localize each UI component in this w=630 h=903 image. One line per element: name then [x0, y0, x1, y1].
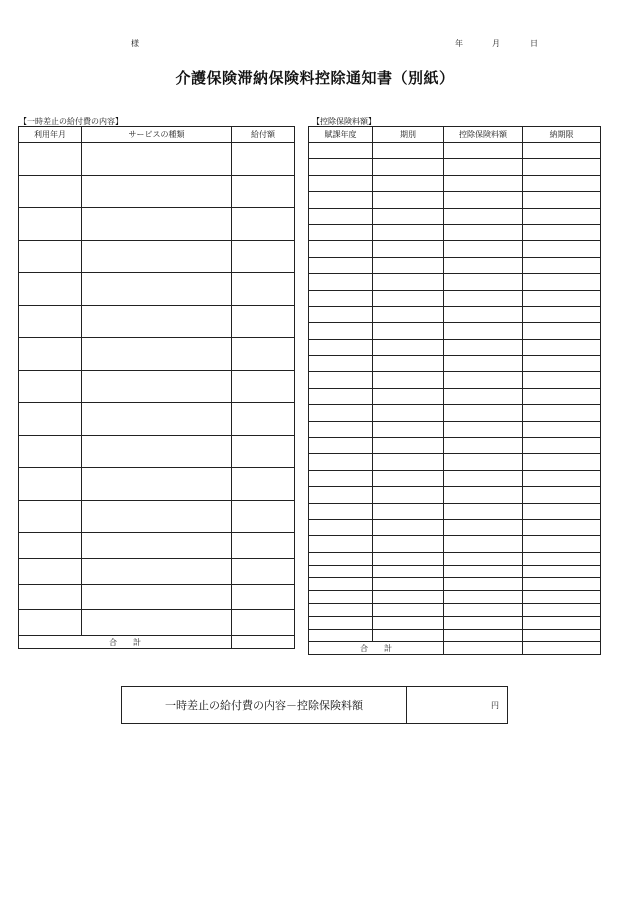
table-cell	[309, 438, 373, 454]
table-row	[309, 552, 601, 565]
table-cell	[373, 519, 444, 535]
benefit-table	[18, 126, 295, 649]
table-cell	[523, 339, 601, 355]
table-cell	[19, 501, 82, 533]
table-row	[309, 241, 601, 257]
table-cell	[373, 388, 444, 404]
table-cell	[444, 208, 523, 224]
table-cell	[523, 536, 601, 552]
table-cell	[373, 503, 444, 519]
column-header-service-type: サービスの種類	[82, 127, 232, 143]
table-row	[309, 470, 601, 486]
table-cell	[523, 603, 601, 616]
table-cell	[444, 356, 523, 372]
table-cell	[444, 438, 523, 454]
table-row	[309, 208, 601, 224]
table-cell	[373, 323, 444, 339]
table-row	[309, 143, 601, 159]
table-cell	[444, 421, 523, 437]
table-cell	[373, 274, 444, 290]
table-cell	[82, 436, 232, 468]
table-cell	[373, 372, 444, 388]
table-cell	[523, 372, 601, 388]
table-cell	[444, 552, 523, 565]
table-cell	[444, 159, 523, 175]
column-header-benefit-amount: 給付額	[232, 127, 295, 143]
summary-unit: 円	[491, 701, 499, 710]
table-cell	[19, 468, 82, 501]
table-row	[309, 487, 601, 503]
table-cell	[373, 616, 444, 629]
right-total-premium	[444, 642, 523, 655]
table-cell	[523, 470, 601, 486]
table-row	[309, 616, 601, 629]
table-cell	[444, 306, 523, 322]
table-row	[309, 257, 601, 273]
addressee-suffix: 様	[131, 39, 139, 48]
table-row	[309, 603, 601, 616]
table-cell	[19, 585, 82, 610]
table-cell	[232, 306, 295, 338]
table-cell	[373, 536, 444, 552]
table-cell	[373, 405, 444, 421]
table-cell	[232, 403, 295, 436]
table-cell	[373, 565, 444, 578]
table-cell	[444, 290, 523, 306]
table-cell	[19, 176, 82, 208]
table-cell	[309, 578, 373, 591]
table-row	[309, 438, 601, 454]
left-table-caption: 【一時差止の給付費の内容】	[19, 117, 123, 126]
table-cell	[82, 371, 232, 403]
table-row	[309, 578, 601, 591]
table-cell	[309, 470, 373, 486]
table-row	[19, 208, 295, 241]
table-row	[309, 192, 601, 208]
table-cell	[444, 224, 523, 240]
table-cell	[82, 468, 232, 501]
table-row	[309, 159, 601, 175]
table-cell	[82, 143, 232, 176]
table-cell	[82, 176, 232, 208]
table-cell	[373, 629, 444, 642]
table-cell	[309, 487, 373, 503]
table-cell	[232, 585, 295, 610]
table-cell	[309, 339, 373, 355]
table-cell	[373, 208, 444, 224]
table-cell	[523, 323, 601, 339]
table-row	[309, 405, 601, 421]
table-cell	[309, 192, 373, 208]
table-cell	[309, 143, 373, 159]
table-row	[19, 559, 295, 585]
table-cell	[444, 591, 523, 604]
table-cell	[444, 388, 523, 404]
table-row	[19, 610, 295, 636]
table-cell	[523, 192, 601, 208]
table-cell	[309, 405, 373, 421]
table-row	[309, 519, 601, 535]
table-row	[19, 371, 295, 403]
table-cell	[309, 372, 373, 388]
table-cell	[444, 241, 523, 257]
date-year-label: 年	[455, 39, 463, 48]
table-cell	[444, 565, 523, 578]
table-cell	[373, 421, 444, 437]
table-cell	[523, 591, 601, 604]
column-header-usage-month: 利用年月	[19, 127, 82, 143]
page-title: 介護保険滞納保険料控除通知書（別紙）	[175, 69, 455, 87]
table-row	[19, 273, 295, 306]
table-cell	[523, 519, 601, 535]
table-cell	[232, 208, 295, 241]
table-cell	[309, 159, 373, 175]
table-cell	[523, 224, 601, 240]
table-cell	[444, 603, 523, 616]
table-cell	[523, 290, 601, 306]
table-cell	[373, 290, 444, 306]
table-row	[19, 241, 295, 273]
table-cell	[523, 454, 601, 470]
table-cell	[523, 503, 601, 519]
table-cell	[373, 143, 444, 159]
table-cell	[373, 454, 444, 470]
table-cell	[309, 616, 373, 629]
column-header-period: 期別	[373, 127, 444, 143]
table-cell	[309, 290, 373, 306]
table-row	[19, 403, 295, 436]
table-cell	[309, 552, 373, 565]
table-row	[309, 421, 601, 437]
table-cell	[19, 306, 82, 338]
table-cell	[82, 273, 232, 306]
deduction-table	[308, 126, 601, 655]
table-cell	[373, 552, 444, 565]
column-header-deducted-premium: 控除保険料額	[444, 127, 523, 143]
table-cell	[19, 338, 82, 371]
table-row	[309, 591, 601, 604]
right-table-caption: 【控除保険料額】	[312, 117, 376, 126]
table-cell	[19, 208, 82, 241]
table-cell	[309, 421, 373, 437]
table-row	[309, 323, 601, 339]
table-cell	[373, 578, 444, 591]
table-cell	[373, 339, 444, 355]
table-cell	[309, 503, 373, 519]
table-row	[309, 175, 601, 191]
table-cell	[232, 559, 295, 585]
table-cell	[444, 578, 523, 591]
table-cell	[309, 175, 373, 191]
right-total-label: 合 計	[309, 642, 444, 655]
table-cell	[523, 274, 601, 290]
table-cell	[82, 610, 232, 636]
table-row	[309, 372, 601, 388]
table-cell	[444, 616, 523, 629]
table-row	[309, 565, 601, 578]
table-cell	[19, 533, 82, 559]
table-cell	[444, 274, 523, 290]
table-cell	[523, 405, 601, 421]
table-cell	[232, 143, 295, 176]
summary-box	[121, 686, 508, 724]
table-cell	[82, 533, 232, 559]
table-row	[309, 274, 601, 290]
table-cell	[82, 306, 232, 338]
table-cell	[444, 519, 523, 535]
table-row	[309, 536, 601, 552]
table-cell	[309, 323, 373, 339]
table-row	[19, 585, 295, 610]
table-cell	[373, 224, 444, 240]
table-cell	[232, 338, 295, 371]
table-cell	[373, 487, 444, 503]
table-row	[309, 454, 601, 470]
table-cell	[373, 306, 444, 322]
summary-label: 一時差止の給付費の内容－控除保険料額	[122, 687, 407, 723]
table-cell	[523, 421, 601, 437]
table-row	[309, 306, 601, 322]
table-cell	[523, 438, 601, 454]
table-cell	[232, 176, 295, 208]
table-cell	[309, 603, 373, 616]
table-cell	[523, 388, 601, 404]
table-row	[19, 501, 295, 533]
table-row	[19, 143, 295, 176]
table-cell	[82, 338, 232, 371]
table-cell	[373, 175, 444, 191]
table-cell	[373, 438, 444, 454]
table-cell	[523, 159, 601, 175]
table-cell	[523, 578, 601, 591]
table-cell	[19, 241, 82, 273]
table-row	[19, 468, 295, 501]
table-cell	[523, 629, 601, 642]
table-cell	[309, 208, 373, 224]
table-cell	[373, 241, 444, 257]
table-cell	[373, 159, 444, 175]
table-row	[309, 388, 601, 404]
table-cell	[309, 306, 373, 322]
date-month-label: 月	[492, 39, 500, 48]
table-cell	[444, 536, 523, 552]
table-row	[309, 503, 601, 519]
table-row	[309, 339, 601, 355]
table-cell	[19, 610, 82, 636]
table-cell	[19, 273, 82, 306]
table-row	[19, 176, 295, 208]
table-cell	[444, 175, 523, 191]
table-cell	[232, 273, 295, 306]
table-cell	[309, 388, 373, 404]
table-cell	[523, 306, 601, 322]
table-cell	[309, 629, 373, 642]
table-cell	[82, 585, 232, 610]
table-cell	[373, 603, 444, 616]
table-cell	[232, 371, 295, 403]
table-cell	[309, 356, 373, 372]
column-header-fiscal-year: 賦課年度	[309, 127, 373, 143]
table-cell	[444, 470, 523, 486]
table-cell	[232, 468, 295, 501]
table-row	[19, 338, 295, 371]
table-cell	[309, 224, 373, 240]
table-cell	[523, 487, 601, 503]
table-cell	[309, 274, 373, 290]
table-cell	[444, 257, 523, 273]
table-cell	[373, 591, 444, 604]
table-cell	[373, 192, 444, 208]
table-cell	[19, 143, 82, 176]
table-cell	[232, 436, 295, 468]
table-cell	[523, 356, 601, 372]
table-cell	[373, 470, 444, 486]
table-cell	[309, 519, 373, 535]
table-cell	[309, 241, 373, 257]
table-cell	[444, 405, 523, 421]
table-cell	[82, 559, 232, 585]
table-cell	[444, 454, 523, 470]
table-row	[19, 306, 295, 338]
table-cell	[232, 501, 295, 533]
table-cell	[523, 616, 601, 629]
table-cell	[444, 323, 523, 339]
column-header-due-date: 納期限	[523, 127, 601, 143]
table-cell	[232, 610, 295, 636]
table-cell	[523, 208, 601, 224]
table-cell	[232, 241, 295, 273]
table-cell	[444, 372, 523, 388]
table-row	[19, 436, 295, 468]
table-cell	[82, 241, 232, 273]
table-row	[309, 629, 601, 642]
right-total-blank	[523, 642, 601, 655]
table-cell	[19, 436, 82, 468]
table-cell	[309, 257, 373, 273]
table-cell	[309, 565, 373, 578]
table-cell	[523, 241, 601, 257]
table-cell	[232, 533, 295, 559]
table-row	[309, 224, 601, 240]
table-cell	[444, 629, 523, 642]
table-row	[309, 356, 601, 372]
table-cell	[523, 257, 601, 273]
table-cell	[523, 175, 601, 191]
table-cell	[523, 143, 601, 159]
table-row	[309, 290, 601, 306]
left-total-value	[232, 636, 295, 649]
table-cell	[373, 356, 444, 372]
table-cell	[373, 257, 444, 273]
table-cell	[19, 403, 82, 436]
table-cell	[82, 501, 232, 533]
table-cell	[19, 559, 82, 585]
table-cell	[444, 339, 523, 355]
table-cell	[309, 536, 373, 552]
table-cell	[444, 487, 523, 503]
table-cell	[523, 552, 601, 565]
table-cell	[523, 565, 601, 578]
date-day-label: 日	[530, 39, 538, 48]
table-cell	[444, 192, 523, 208]
table-cell	[444, 143, 523, 159]
table-cell	[444, 503, 523, 519]
table-cell	[19, 371, 82, 403]
table-cell	[82, 208, 232, 241]
table-cell	[309, 591, 373, 604]
table-cell	[82, 403, 232, 436]
table-cell	[309, 454, 373, 470]
table-row	[19, 533, 295, 559]
left-total-label: 合 計	[19, 636, 232, 649]
